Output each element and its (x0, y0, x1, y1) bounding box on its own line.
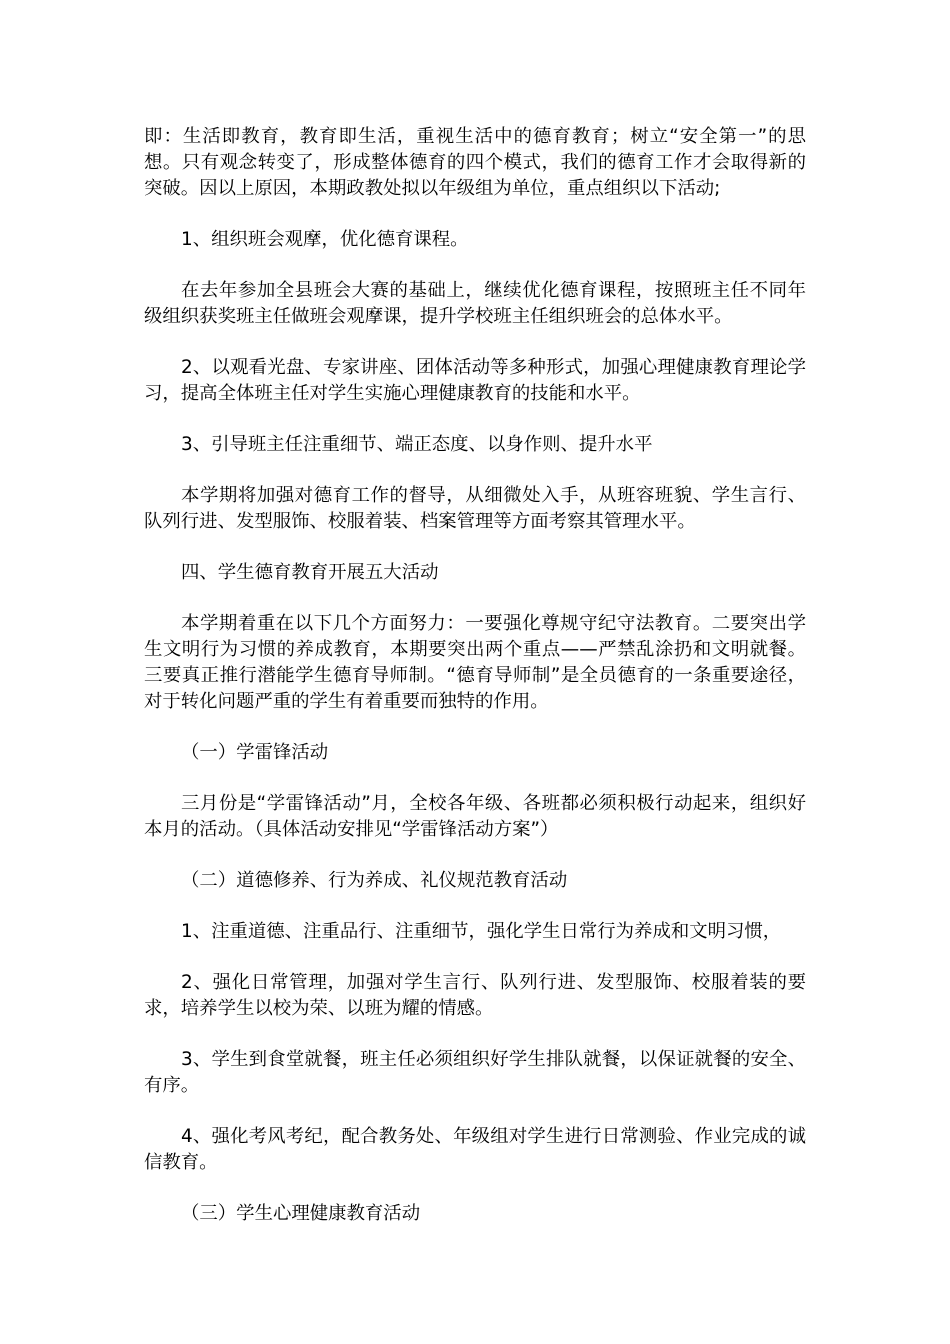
subheading-one: （一）学雷锋活动 (181, 742, 329, 763)
paragraph-item-3-body: 本学期将加强对德育工作的督导，从细微处入手，从班容班貌、学生言行、队列行进、发型服饰、校服着装、档案管理等方面考察其管理水平。 (144, 485, 806, 532)
document-page (144, 124, 806, 1252)
paragraph-subheading-one-body: 三月份是“学雷锋活动”月，全校各年级、各班都必须积极行动起来，组织好本月的活动。（具体活动安排见“学雷锋活动方案”） (144, 793, 806, 840)
subheading-three: （三）学生心理健康教育活动 (181, 1203, 421, 1224)
paragraph-section-four-body: 本学期着重在以下几个方面努力：一要强化尊规守纪守法教育。二要突出学生文明行为习惯的养成教育，本期要突出两个重点——严禁乱涂扔和文明就餐。三要真正推行潜能学生德育导师制。“德育导师制”是全员德育的一条重要途径，对于转化问题严重的学生有着重要而独特的作用。 (144, 613, 806, 712)
paragraph-item-1-heading: 1、组织班会观摩，优化德育课程。 (181, 229, 469, 250)
paragraph-two-item-2: 2、强化日常管理，加强对学生言行、队列行进、发型服饰、校服着装的要求，培养学生以校为荣、以班为耀的情感。 (144, 972, 806, 1019)
paragraph-item-2: 2、以观看光盘、专家讲座、团体活动等多种形式，加强心理健康教育理论学习，提高全体班主任对学生实施心理健康教育的技能和水平。 (144, 357, 806, 404)
paragraph-two-item-1: 1、注重道德、注重品行、注重细节，强化学生日常行为养成和文明习惯， (181, 921, 782, 942)
section-heading-four: 四、学生德育教育开展五大活动 (181, 562, 439, 583)
paragraph-intro: 即：生活即教育，教育即生活，重视生活中的德育教育；树立“安全第一”的思想。只有观念转变了，形成整体德育的四个模式，我们的德育工作才会取得新的突破。因以上原因，本期政教处拟以年级组为单位，重点组织以下活动; (144, 126, 806, 199)
paragraph-two-item-4: 4、强化考风考纪，配合教务处、年级组对学生进行日常测验、作业完成的诚信教育。 (144, 1126, 806, 1173)
paragraph-two-item-3: 3、学生到食堂就餐，班主任必须组织好学生排队就餐，以保证就餐的安全、有序。 (144, 1049, 806, 1096)
paragraph-item-3-heading: 3、引导班主任注重细节、端正态度、以身作则、提升水平 (181, 434, 653, 455)
paragraph-item-1-body: 在去年参加全县班会大赛的基础上，继续优化德育课程，按照班主任不同年级组织获奖班主任做班会观摩课，提升学校班主任组织班会的总体水平。 (144, 280, 806, 327)
subheading-two: （二）道德修养、行为养成、礼仪规范教育活动 (181, 870, 568, 891)
